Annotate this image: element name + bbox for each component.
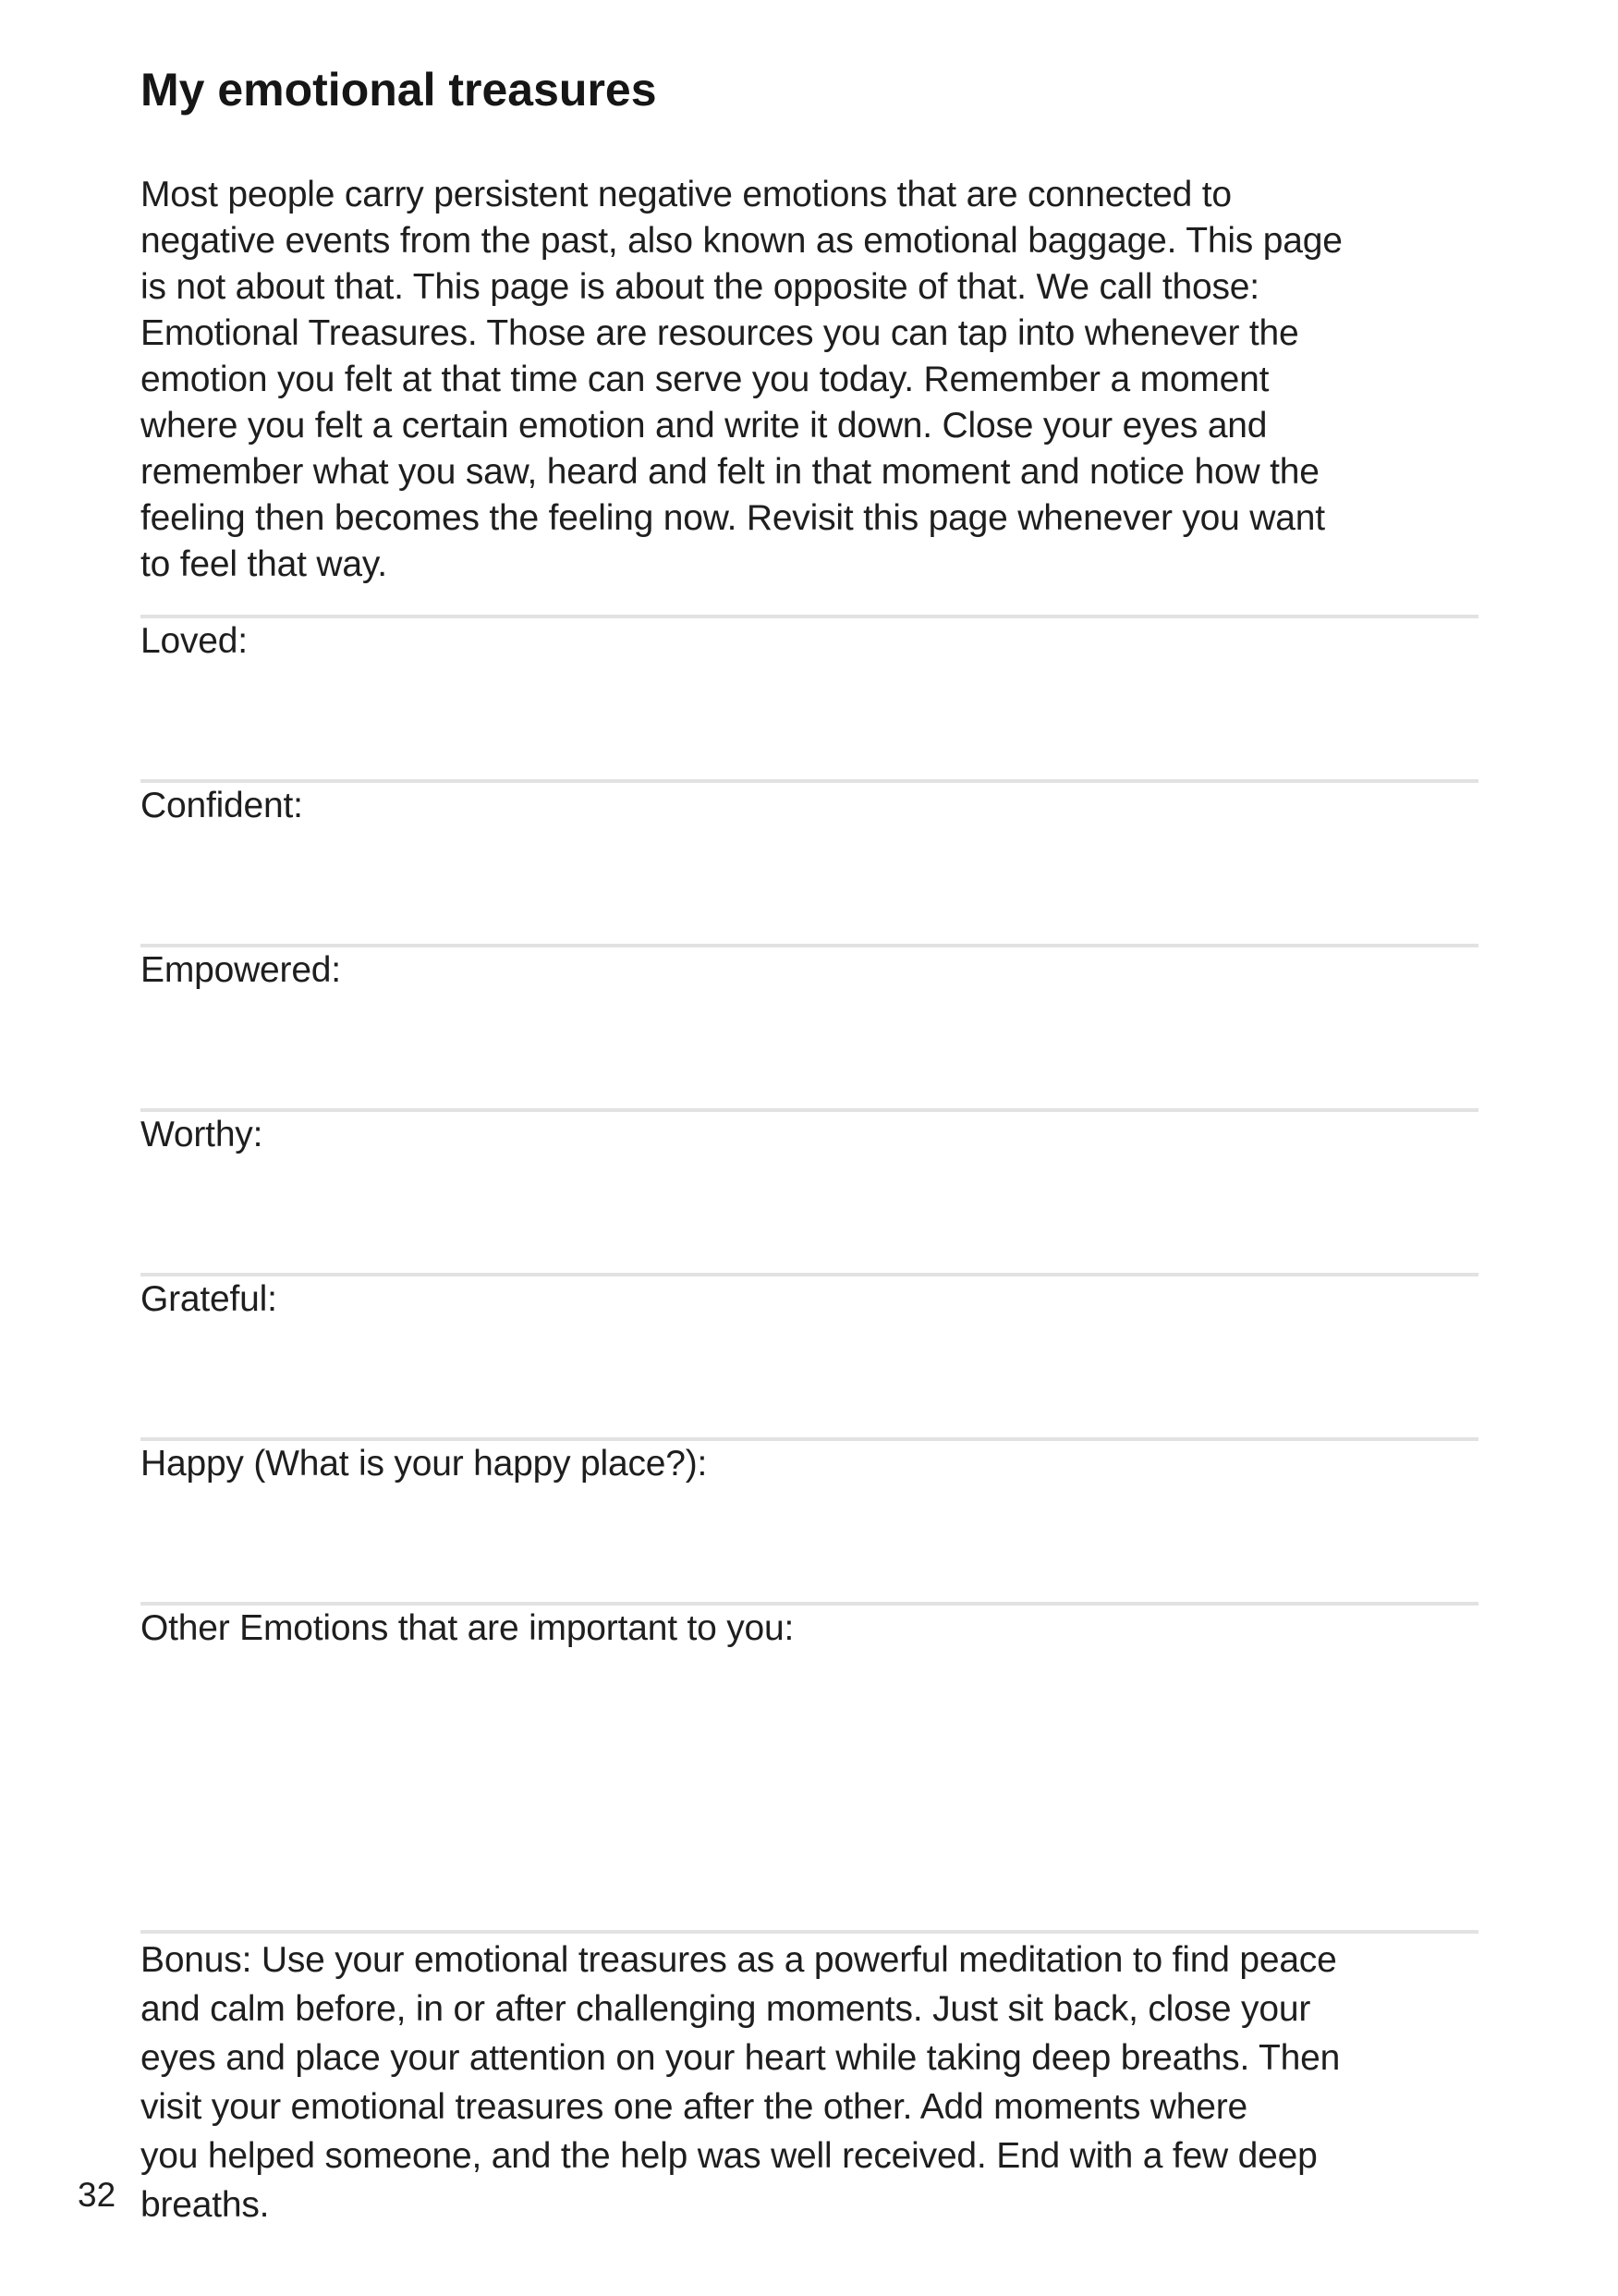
bonus-line: eyes and place your attention on your heart while taking deep breaths. Then: [140, 2038, 1341, 2078]
intro-line: emotion you felt at that time can serve you today. Remember a moment: [140, 360, 1270, 399]
intro-line: negative events from the past, also known as emotional baggage. This page: [140, 221, 1343, 261]
section-label: Grateful:: [140, 1279, 277, 1319]
intro-line: Most people carry persistent negative emotions that are connected to: [140, 175, 1232, 214]
writing-area: [140, 994, 1478, 1095]
section-grateful: [140, 1273, 1478, 1437]
writing-area: [140, 1158, 1478, 1260]
section-worthy: [140, 1108, 1478, 1273]
intro-line: to feel that way.: [140, 544, 387, 584]
section-label: Worthy:: [140, 1115, 263, 1154]
bonus-line: you helped someone, and the help was well received. End with a few deep: [140, 2136, 1318, 2176]
section-loved: [140, 615, 1478, 779]
intro-line: where you felt a certain emotion and write it down. Close your eyes and: [140, 406, 1268, 446]
intro-paragraph: [140, 172, 1478, 588]
page-title: My emotional treasures: [140, 64, 657, 116]
section-label: Loved:: [140, 621, 248, 661]
writing-area: [140, 1652, 1478, 1753]
intro-line: remember what you saw, heard and felt in that moment and notice how the: [140, 452, 1320, 492]
section-happy: [140, 1437, 1478, 1602]
bonus-line: visit your emotional treasures one after the other. Add moments where: [140, 2087, 1247, 2127]
bonus-line: Bonus: Use your emotional treasures as a powerful meditation to find peace: [140, 1940, 1337, 1980]
writing-area: [140, 1323, 1478, 1424]
bonus-line: breaths.: [140, 2185, 270, 2225]
section-other-emotions: [140, 1602, 1478, 1930]
bonus-line: and calm before, in or after challenging moments. Just sit back, close your: [140, 1989, 1311, 2029]
section-label: Confident:: [140, 786, 303, 825]
section-confident: [140, 779, 1478, 944]
section-label: Happy (What is your happy place?):: [140, 1444, 708, 1484]
page-number: 32: [78, 2176, 116, 2214]
section-label: Other Emotions that are important to you:: [140, 1608, 795, 1648]
writing-area: [140, 665, 1478, 766]
intro-line: Emotional Treasures. Those are resources you can tap into whenever the: [140, 313, 1299, 353]
section-label: Empowered:: [140, 950, 341, 990]
bonus-paragraph: [140, 1930, 1478, 2229]
intro-line: is not about that. This page is about the opposite of that. We call those:: [140, 267, 1259, 307]
section-empowered: [140, 944, 1478, 1108]
writing-area: [140, 829, 1478, 931]
intro-line: feeling then becomes the feeling now. Revisit this page whenever you want: [140, 498, 1325, 538]
writing-area: [140, 1487, 1478, 1589]
